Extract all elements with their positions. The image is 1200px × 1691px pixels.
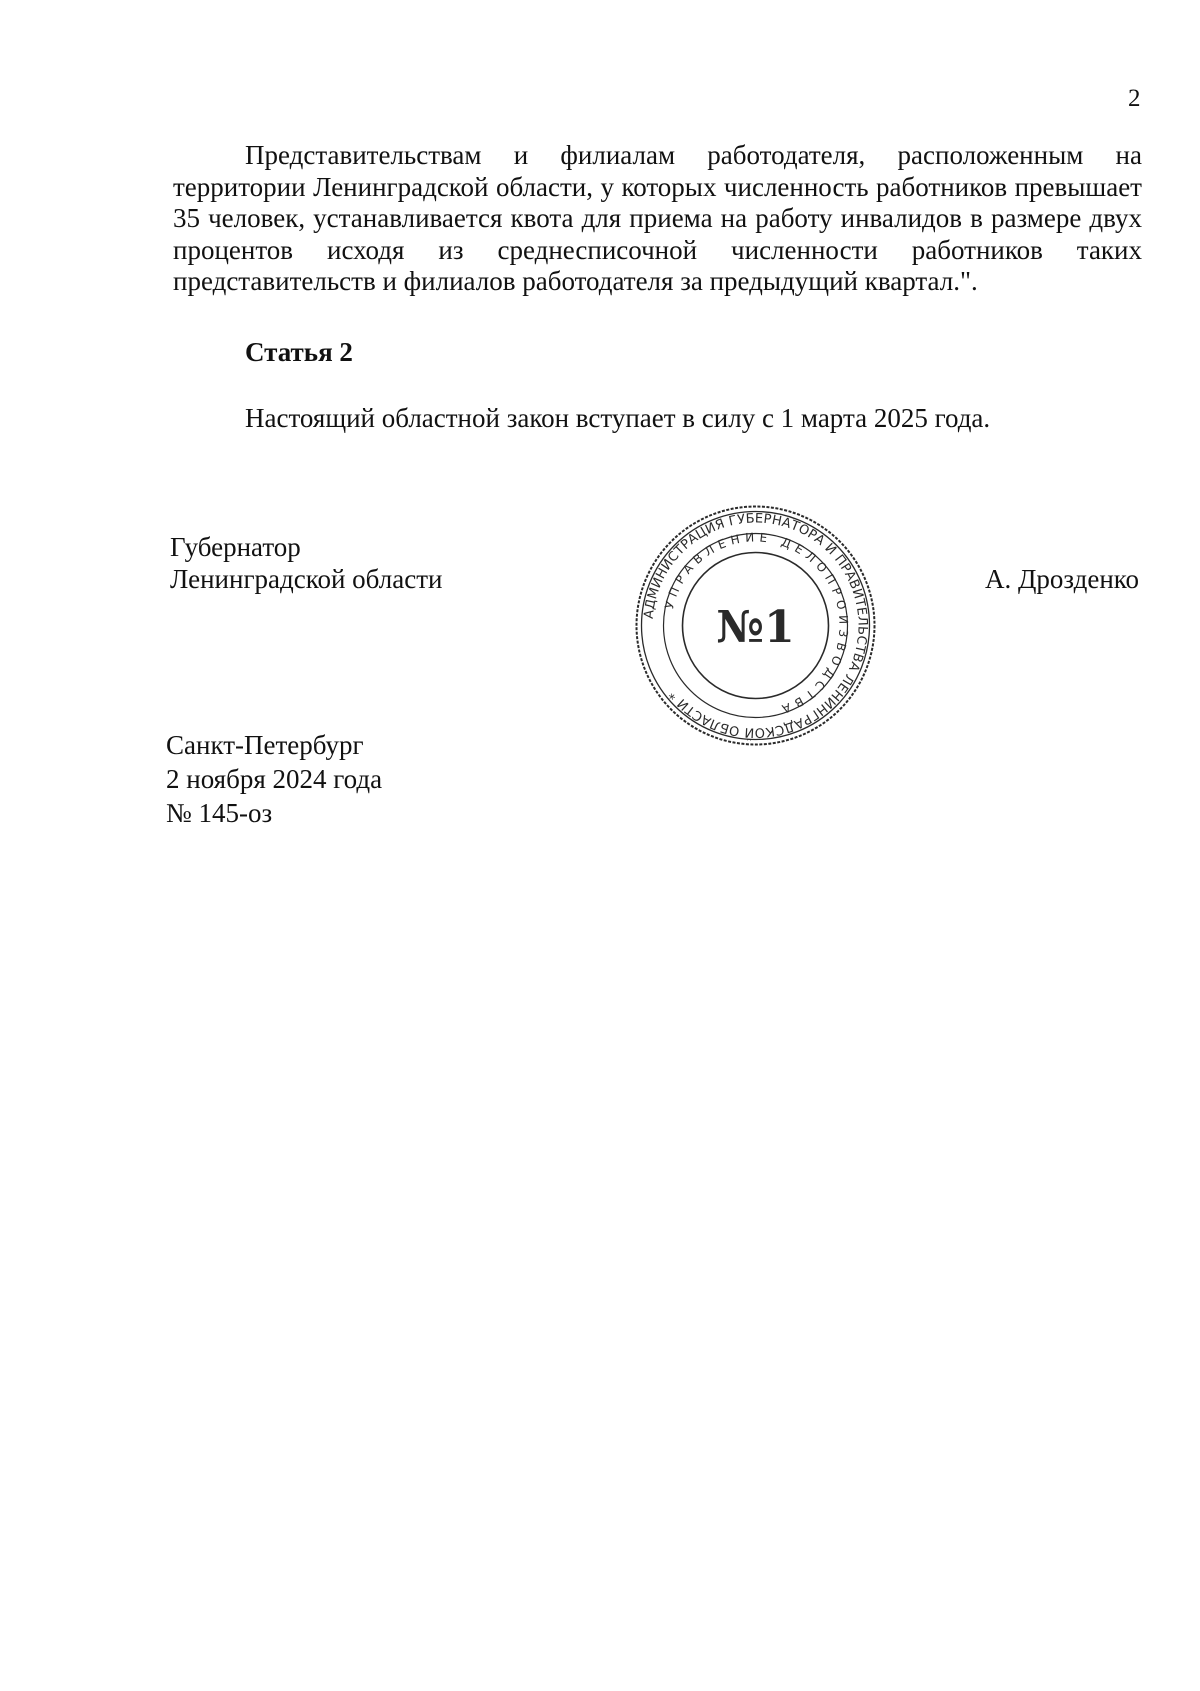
- seal-outer-text: АДМИНИСТРАЦИЯ ГУБЕРНАТОРА И ПРАВИТЕЛЬСТВА ЛЕНИНГРАДСКОЙ ОБЛАСТИ *: [641, 511, 870, 740]
- official-seal: [633, 503, 878, 748]
- effective-date-text: Настоящий областной закон вступает в силу с 1 марта 2025 года.: [245, 403, 991, 433]
- signer-title: [170, 531, 442, 595]
- seal-center-text: №1: [716, 602, 795, 653]
- signer-title-line2: Ленинградской области: [170, 564, 443, 594]
- signer-title-line1: Губернатор: [170, 532, 301, 562]
- signer-name: А. Дрозденко: [985, 564, 1140, 594]
- place-date-block: [166, 728, 382, 830]
- page-number: 2: [1128, 85, 1141, 112]
- seal-inner-text: УПРАВЛЕНИЕ ДЕЛОПРОИЗВОДСТВА: [662, 530, 851, 718]
- article-title: Статья 2: [245, 337, 353, 367]
- law-date: 2 ноября 2024 года: [166, 764, 383, 794]
- law-number: № 145-оз: [166, 798, 273, 828]
- place-city: Санкт-Петербург: [166, 730, 364, 760]
- article-paragraph: Представительствам и филиалам работодателя, расположенным на территории Ленинградской области, у которых численность работников превышает 35 человек, устанавливается квота для приема на работу инвалидов в размере двух процентов исходя из среднесписочной численности работников таких представительств и филиалов работодателя за предыдущий квартал.".: [173, 140, 1142, 296]
